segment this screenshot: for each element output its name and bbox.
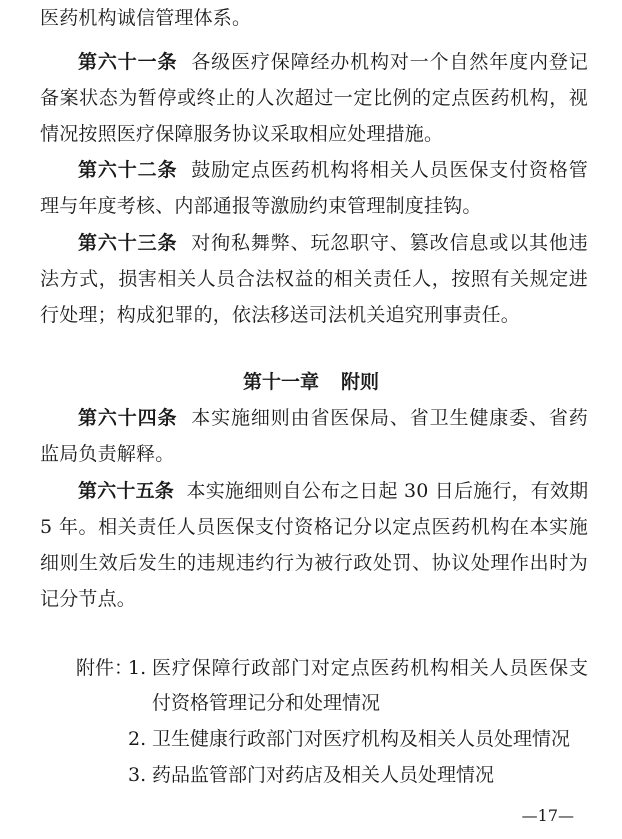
attachment-2-line-1: 卫生健康行政部门对医疗机构及相关人员处理情况	[152, 728, 571, 750]
chapter-heading	[0, 370, 622, 394]
article-64-text: 本实施细则由省医保局、省卫生健康委、省药	[191, 407, 588, 429]
article-63-line-3: 行处理；构成犯罪的，依法移送司法机关追究刑事责任。	[40, 304, 521, 326]
article-61-line-3: 情况按照医疗保障服务协议采取相应处理措施。	[40, 123, 444, 145]
attachment-1-line-1: 医疗保障行政部门对定点医药机构相关人员医保支	[152, 657, 588, 679]
article-65-line-3: 细则生效后发生的违规违约行为被行政处罚、协议处理作出时为	[40, 552, 588, 574]
article-61-line-1	[40, 50, 588, 74]
article-62-text: 鼓励定点医药机构将相关人员医保支付资格管	[191, 159, 588, 181]
page-number: —17—	[521, 806, 574, 825]
article-65-line-1	[40, 479, 588, 503]
paragraph-fragment-text: 医药机构诚信管理体系。	[40, 7, 252, 29]
article-64-line-1	[40, 406, 588, 430]
chapter-number: 第十一章	[242, 371, 319, 393]
article-62-line-1	[40, 158, 588, 182]
attachment-3-line-1: 药品监管部门对药店及相关人员处理情况	[152, 764, 495, 786]
article-63-line-1	[40, 231, 588, 255]
attachment-1-line-2: 付资格管理记分和处理情况	[152, 692, 381, 714]
chapter-title: 附则	[341, 371, 380, 393]
attachments-label: 附件：	[76, 657, 134, 679]
attachment-2-number: 2.	[128, 728, 147, 750]
article-61-line-2: 备案状态为暂停或终止的人次超过一定比例的定点医药机构，视	[40, 87, 588, 109]
article-64-line-2: 监局负责解释。	[40, 443, 175, 465]
article-62-heading: 第六十二条	[78, 159, 178, 181]
article-61-heading: 第六十一条	[78, 51, 178, 73]
article-61-text: 各级医疗保障经办机构对一个自然年度内登记	[191, 51, 588, 73]
article-65-heading: 第六十五条	[78, 480, 175, 502]
article-63-line-2: 法方式，损害相关人员合法权益的相关责任人，按照有关规定进	[40, 268, 588, 290]
article-63-text: 对徇私舞弊、玩忽职守、篡改信息或以其他违	[191, 232, 588, 254]
article-64-heading: 第六十四条	[78, 407, 178, 429]
attachment-3-number: 3.	[128, 764, 147, 786]
article-63-heading: 第六十三条	[78, 232, 178, 254]
article-65-line-4: 记分节点。	[40, 588, 137, 610]
attachment-1-number: 1.	[128, 657, 147, 679]
article-65-line-2: 5 年。相关责任人员医保支付资格记分以定点医药机构在本实施	[40, 516, 588, 538]
article-62-line-2: 理与年度考核、内部通报等激励约束管理制度挂钩。	[40, 195, 482, 217]
paragraph-fragment	[40, 6, 588, 30]
article-65-text: 本实施细则自公布之日起 30 日后施行，有效期	[186, 480, 588, 502]
